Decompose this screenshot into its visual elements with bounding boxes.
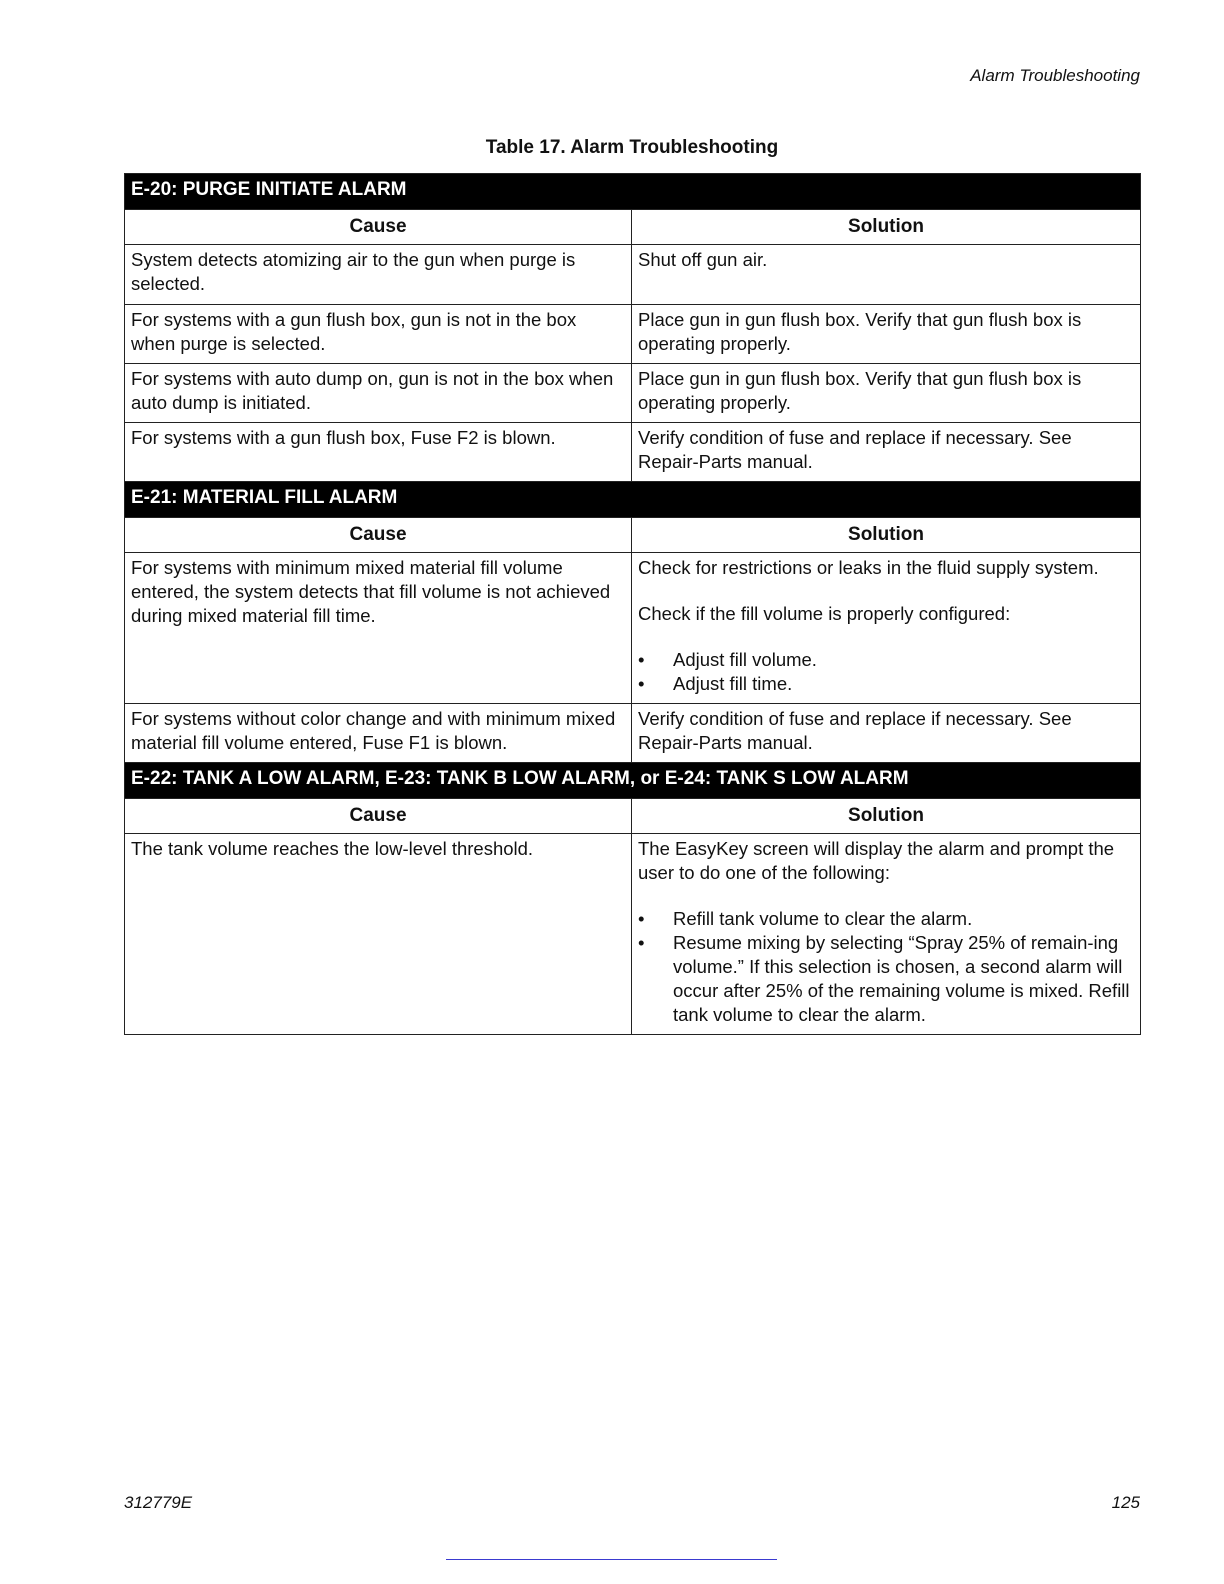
cause-cell: For systems with auto dump on, gun is not in the box when auto dump is initiated. [125,364,632,423]
bullet-icon: • [638,932,645,953]
document-number: 312779E [124,1493,193,1512]
cause-cell: For systems with a gun flush box, gun is not in the box when purge is selected. [125,305,632,364]
list-item-text: Adjust fill volume. [673,649,817,670]
bullet-list [638,648,1134,696]
solution-cell: Shut off gun air. [632,245,1141,305]
cause-header: Cause [125,799,632,834]
cause-cell: For systems with a gun flush box, Fuse F2 is blown. [125,423,632,482]
solution-cell: Place gun in gun flush box. Verify that gun flush box is operating properly. [632,364,1141,423]
solution-cell: Verify condition of fuse and replace if necessary. See Repair-Parts manual. [632,704,1141,763]
column-header-row [125,799,1141,834]
bullet-list [638,907,1134,1027]
table-row [125,305,1141,364]
list-item [638,648,1134,672]
cause-cell: The tank volume reaches the low-level threshold. [125,834,632,1035]
solution-cell: Verify condition of fuse and replace if necessary. See Repair-Parts manual. [632,423,1141,482]
bullet-icon: • [638,649,645,670]
table-row [125,364,1141,423]
bottom-divider [446,1559,777,1560]
cause-cell: For systems with minimum mixed material fill volume entered, the system detects that fill volume is not achieved during mixed material fill time. [125,553,632,704]
section-title: E-20: PURGE INITIATE ALARM [125,174,1141,210]
list-item-text: Resume mixing by selecting “Spray 25% of remain-ing volume.” If this selection is chosen, a second alarm will occur after 25% of the remaining volume is mixed. Refill tank volume to clear the alarm. [673,932,1130,1025]
cause-header: Cause [125,210,632,245]
solution-cell [632,553,1141,704]
solution-cell [632,834,1141,1035]
cause-cell: For systems without color change and with minimum mixed material fill volume entered, Fuse F1 is blown. [125,704,632,763]
section-title: E-22: TANK A LOW ALARM, E-23: TANK B LOW ALARM, or E-24: TANK S LOW ALARM [125,763,1141,799]
cause-cell: System detects atomizing air to the gun when purge is selected. [125,245,632,305]
section-title: E-21: MATERIAL FILL ALARM [125,482,1141,518]
cause-header: Cause [125,518,632,553]
column-header-row [125,518,1141,553]
solution-cell: Place gun in gun flush box. Verify that gun flush box is operating properly. [632,305,1141,364]
column-header-row [125,210,1141,245]
solution-paragraph: Check for restrictions or leaks in the fluid supply system. [638,557,1099,578]
section-header-row [125,763,1141,799]
list-item [638,672,1134,696]
table-row [125,245,1141,305]
list-item-text: Refill tank volume to clear the alarm. [673,908,973,929]
solution-paragraph: Check if the fill volume is properly configured: [638,603,1011,624]
alarm-troubleshooting-table [124,173,1141,1035]
table-row [125,553,1141,704]
section-header-row [125,174,1141,210]
solution-header: Solution [632,799,1141,834]
table-row [125,834,1141,1035]
section-header-row [125,482,1141,518]
solution-header: Solution [632,518,1141,553]
list-item [638,907,1134,931]
list-item-text: Adjust fill time. [673,673,793,694]
table-row [125,423,1141,482]
solution-paragraph: The EasyKey screen will display the alarm and prompt the user to do one of the following: [638,838,1115,883]
bullet-icon: • [638,908,645,929]
page-number: 125 [1111,1493,1140,1512]
running-header-title: Alarm Troubleshooting [970,66,1140,85]
solution-header: Solution [632,210,1141,245]
table-caption: Table 17. Alarm Troubleshooting [485,137,779,158]
table-row [125,704,1141,763]
list-item [638,931,1134,1027]
bullet-icon: • [638,673,645,694]
